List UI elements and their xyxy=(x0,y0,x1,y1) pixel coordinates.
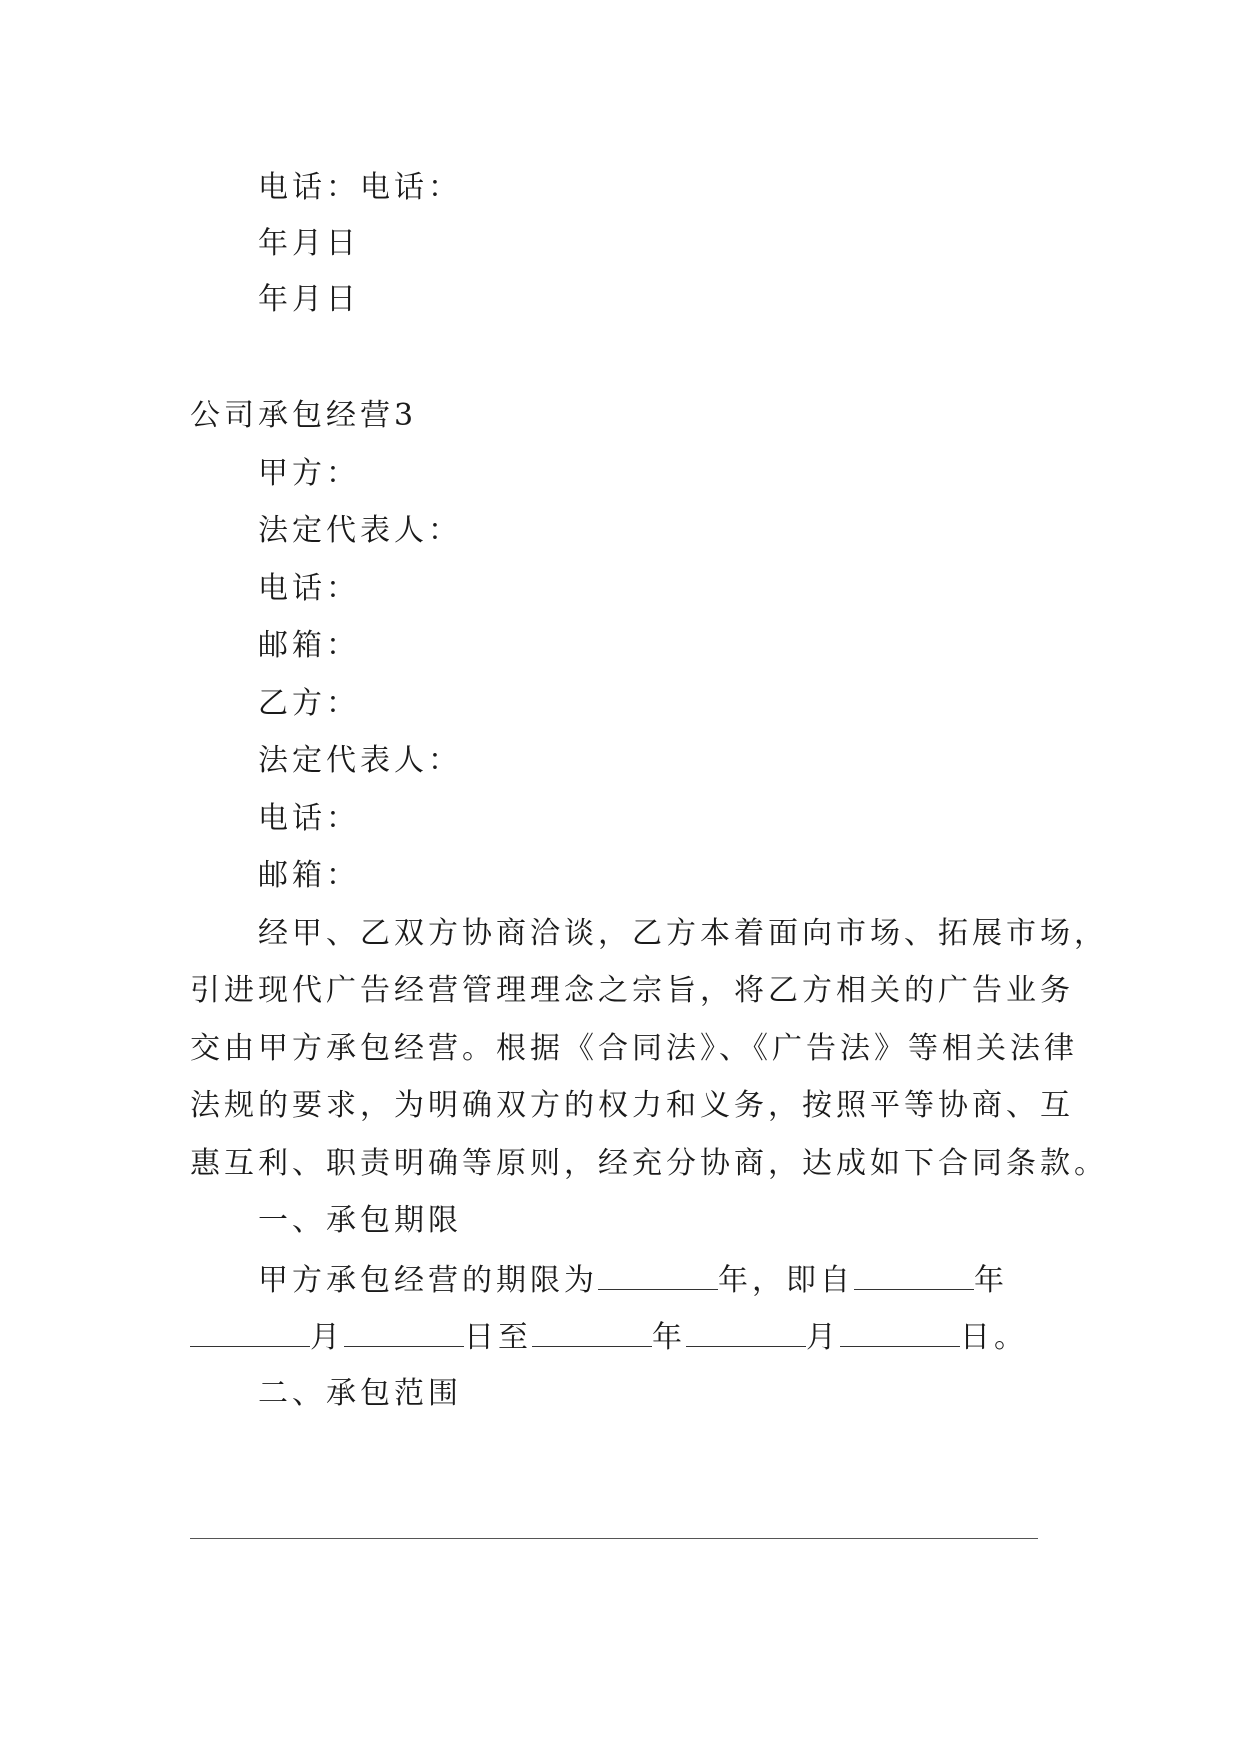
party-b-label: 乙方： xyxy=(258,686,360,721)
intro-line-3: 交由甲方承包经营。根据《合同法》、《广告法》等相关法律 xyxy=(190,1031,1078,1066)
unit-month: 月 xyxy=(806,1320,840,1355)
intro-line-1: 经甲、乙双方协商洽谈，乙方本着面向市场、拓展市场， xyxy=(258,916,1108,951)
party-b-phone: 电话： xyxy=(258,801,360,836)
blank-start-month[interactable] xyxy=(190,1316,310,1347)
unit-year: 年 xyxy=(652,1320,686,1355)
clause-2-heading: 二、承包范围 xyxy=(258,1376,462,1411)
unit-year: 年 xyxy=(974,1263,1008,1298)
intro-line-5: 惠互利、职责明确等原则，经充分协商，达成如下合同条款。 xyxy=(190,1146,1108,1181)
unit-year: 年 xyxy=(718,1263,752,1298)
blank-start-day[interactable] xyxy=(344,1316,464,1347)
phone-pair-line: 电话：电话： xyxy=(258,170,462,205)
footer-divider xyxy=(190,1538,1038,1539)
comma-from: ，即自 xyxy=(752,1263,854,1298)
blank-end-year[interactable] xyxy=(532,1316,652,1347)
date-line-2: 年月日 xyxy=(258,282,360,317)
unit-day-to: 日至 xyxy=(464,1320,532,1355)
party-a-phone: 电话： xyxy=(258,571,360,606)
party-b-email: 邮箱： xyxy=(258,858,360,893)
party-b-legal-rep: 法定代表人： xyxy=(258,743,462,778)
intro-line-2: 引进现代广告经营管理理念之宗旨，将乙方相关的广告业务 xyxy=(190,973,1074,1008)
date-line-1: 年月日 xyxy=(258,226,360,261)
blank-end-month[interactable] xyxy=(686,1316,806,1347)
clause-1-heading: 一、承包期限 xyxy=(258,1203,462,1238)
party-a-legal-rep: 法定代表人： xyxy=(258,513,462,548)
party-a-email: 邮箱： xyxy=(258,628,360,663)
blank-end-day[interactable] xyxy=(840,1316,960,1347)
clause-1-prefix: 甲方承包经营的期限为 xyxy=(258,1263,598,1298)
blank-start-year[interactable] xyxy=(854,1259,974,1290)
intro-line-4: 法规的要求，为明确双方的权力和义务，按照平等协商、互 xyxy=(190,1088,1074,1123)
party-a-label: 甲方： xyxy=(258,456,360,491)
section-title: 公司承包经营3 xyxy=(190,398,418,433)
unit-month: 月 xyxy=(310,1320,344,1355)
clause-1-line-1 xyxy=(258,1259,1008,1301)
unit-day-end: 日。 xyxy=(960,1320,1028,1355)
blank-term-years[interactable] xyxy=(598,1259,718,1290)
clause-1-line-2 xyxy=(190,1316,1028,1358)
